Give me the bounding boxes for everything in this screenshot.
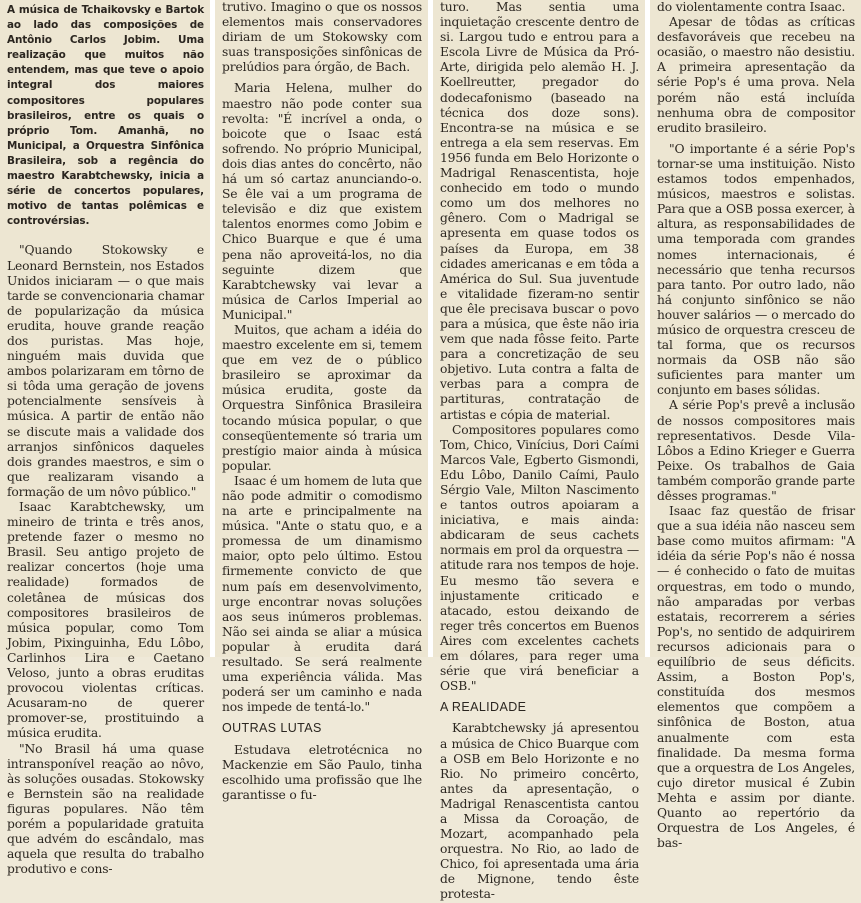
paragraph: Isaac faz questão de frisar que a sua idéia não nasceu sem base como muitos afirmam: "A idéia da série Pop's não é nossa — é conhecido o fato de muitas orquestras, em todo o mundo, não amparadas por verbas estatais, recorrerem a séries Pop's, no sentido de adquirirem recursos adicionais para o equilíbrio de seus déficits. Assim, a Boston Pop's, constituída dos mesmos elementos que compõem a sinfônica de Boston, atua anualmente com esta finalidade. Da mesma forma que a orquestra de Los Angeles, cujo diretor musical é Zubin Mehta e assim por diante. Quanto ao repertório da Orquestra de Los Angeles, é bas-	[657, 504, 855, 851]
paragraph: trutivo. Imagino o que os nossos elementos mais conservadores diriam de um Stokowsky com suas transposições sinfônicas de prelúdios para órgão, de Bach.	[222, 0, 422, 75]
column-2	[215, 0, 428, 802]
paragraph: Isaac é um homem de luta que não pode admitir o comodismo na arte e principalmente na música. "Ante o statu quo, e a promessa de um dinamismo maior, opto pelo último. Estou firmemente convicto de que num país em desenvolvimento, urge encontrar novas soluções aos seus inúmeros problemas. Não sei ainda se aliar a música popular à erudita dará resultado. Se será realmente uma experiência válida. Mas poderá ser um caminho e nada nos impede de tentá-lo."	[222, 473, 422, 715]
paragraph: Estudava eletrotécnica no Mackenzie em São Paulo, tinha escolhido uma profissão que lhe garantisse o fu-	[222, 742, 422, 802]
column-3	[433, 0, 645, 902]
section-heading: A REALIDADE	[440, 700, 527, 715]
paragraph: Apesar de tôdas as críticas desfavoráveis que recebeu na ocasião, o maestro não desistiu. A primeira apresentação da série Pop's é uma prova. Nela porém não está incluída nenhuma obra de compositor erudito brasileiro.	[657, 15, 855, 135]
paragraph: "O importante é a série Pop's tornar-se uma instituição. Nisto estamos todos empenhados, músicos, maestros e solistas. Para que a OSB possa exercer, à altura, as responsabilidades de uma temporada com grandes nomes internacionais, é necessário que tenha recursos para tanto. Por outro lado, não há conjunto sinfônico se não houver salários — o mercado do músico de orquestra cresceu de tal forma, que os recursos normais da OSB não são suficientes para manter um conjunto em bases sólidas.	[657, 141, 855, 398]
paragraph: turo. Mas sentia uma inquietação crescente dentro de si. Largou tudo e entrou para a Escola Livre de Música da Pró-Arte, dirigida pelo alemão H. J. Koellreutter, pregador do dodecafonismo (baseado na técnica dos doze sons). Encontra-se na música e se entrega a ela sem reservas. Em 1956 funda em Belo Horizonte o Madrigal Renascentista, hoje conhecido em todo o mundo como um dos melhores no gênero. Com o Madrigal se apresenta em quase todos os países da Europa, em 38 cidades americanas e em tôda a América do Sul. Sua juventude e vitalidade fizeram-no sentir que êle precisava buscar o povo para a música, que êste não iria vem que nada fôsse feito. Parte para a concretização de seu objetivo. Luta contra a falta de verbas para a compra de partituras, contratação de artistas e cópia de material.	[440, 0, 639, 422]
paragraph: Isaac Karabtchewsky, um mineiro de trinta e três anos, pretende fazer o mesmo no Brasil. Seu antigo projeto de realizar concertos (hoje uma realidade) formados de coletânea de músicas dos compositores brasileiros de música popular, como Tom Jobim, Pixinguinha, Edu Lôbo, Carlinhos Lira e Caetano Veloso, junto a obras eruditas provocou violentas críticas. Acusaram-no de querer promover-se, prostituindo a música erudita.	[7, 500, 204, 741]
paragraph: "No Brasil há uma quase intransponível reação ao nôvo, às soluções ousadas. Stokowsky e Bernstein são na realidade figuras populares. Não têm porém a popularidade gratuita que advém do escândalo, mas aquela que resulta do trabalho produtivo e cons-	[7, 741, 204, 877]
paragraph: do violentamente contra Isaac.	[657, 0, 846, 14]
paragraph: Karabtchewsky já apresentou a música de Chico Buarque com a OSB em Belo Horizonte e no Rio. No primeiro concêrto, antes da apresentação, o Madrigal Renascentista cantou a Missa da Coroação, de Mozart, acompanhado pela orquestra. No Rio, ao lado de Chico, foi apresentada uma ária de Mignone, tendo êste protesta-	[440, 721, 639, 902]
paragraph: "Quando Stokowsky e Leonard Bernstein, nos Estados Unidos iniciaram — o que mais tarde se convencionaria chamar de popularização da música erudita, houve grande reação dos puristas. Mas hoje, ninguém mais duvida que ambos polarizaram em tôrno de si tôda uma geração de jovens potencialmente sensíveis à música. A partir de então não se discute mais a validade dos arranjos sinfônicos daqueles dois grandes maestros, e sim o que realizaram visando a formação de um nôvo público."	[7, 243, 204, 499]
paragraph: A série Pop's prevê a inclusão de nossos compositores mais representativos. Desde Vila-Lôbos a Edino Krieger e Guerra Peixe. Os trabalhos de Gaia também comporão grande parte dêsses programas."	[657, 398, 855, 503]
paragraph: Maria Helena, mulher do maestro não pode conter sua revolta: "É incrível a onda, o boicote que o Isaac está sofrendo. No próprio Municipal, dois dias antes do concêrto, não há um só cartaz anunciando-o. Se êle vai a um programa de televisão e diz que existem talentos enormes como Jobim e Chico Buarque e que é uma pena não aproveitá-los, no dia seguinte dizem que Karabtchewsky vai levar a música de Carlos Imperial ao Municipal."	[222, 81, 422, 322]
paragraph: Muitos, que acham a idéia do maestro excelente em si, temem que em vez de o público brasileiro se aproximar da música erudita, goste da Orquestra Sinfônica Brasileira tocando música popular, o que conseqüentemente só traria um prestígio maior ainda à música popular.	[222, 322, 422, 473]
column-1	[0, 0, 210, 877]
column-4	[650, 0, 861, 851]
lead-paragraph: A música de Tchaikovsky e Bartok ao lado das composições de Antônio Carlos Jobim. Uma realização que muitos não entendem, mas que teve o apoio integral dos maiores compositores populares brasileiros, entre os quais o próprio Tom. Amanhã, no Municipal, a Orquestra Sinfônica Brasileira, sob a regência do maestro Karabtchewsky, inicia a série de concertos populares, motivo de tantas polêmicas e controvérsias.	[7, 4, 204, 228]
paragraph: Compositores populares como Tom, Chico, Vinícius, Dori Caími Marcos Vale, Egberto Gismondi, Edu Lôbo, Danilo Caími, Paulo Sérgio Vale, Milton Nascimento e tantos outros apoiaram a iniciativa, e mais ainda: abdicaram de seus cachets normais em prol da orquestra — atitude rara nos tempos de hoje. Eu mesmo tão severa e injustamente criticado e atacado, estou deixando de reger três concertos em Buenos Aires com excelentes cachets em dólares, para reger uma série que virá beneficiar a OSB."	[440, 422, 639, 694]
section-heading: OUTRAS LUTAS	[222, 721, 322, 736]
article-lead	[7, 3, 204, 229]
